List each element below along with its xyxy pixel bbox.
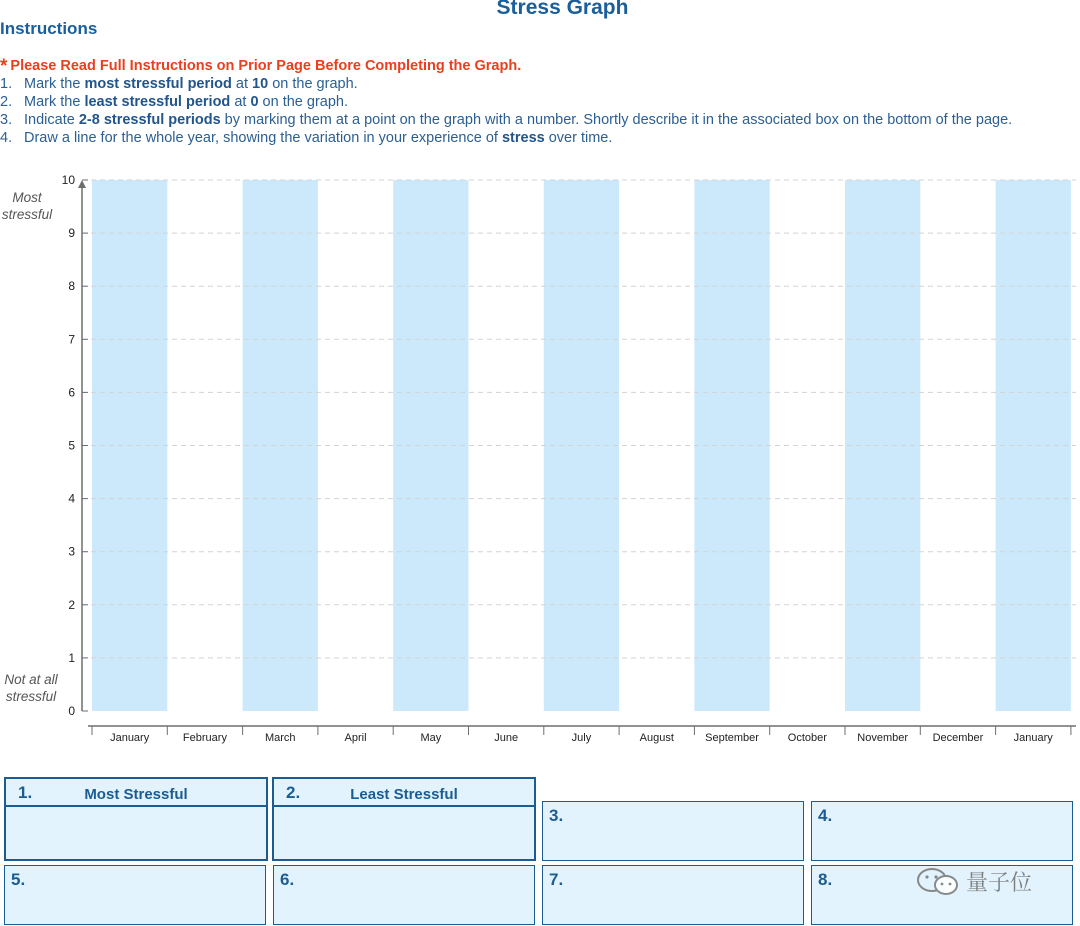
y-bottom-label: Not at all (4, 672, 58, 687)
y-tick-label: 8 (68, 279, 75, 294)
x-tick-label: September (705, 732, 759, 744)
box-number: 3. (549, 806, 564, 825)
x-tick-label: February (182, 732, 227, 744)
y-bottom-label: stressful (5, 689, 57, 704)
y-axis-arrow (78, 180, 86, 188)
y-tick-label: 2 (68, 597, 75, 612)
page-title: Stress Graph (496, 0, 629, 19)
box-caption: Least Stressful (350, 786, 458, 803)
box-number: 6. (280, 870, 295, 889)
x-tick-label: December (932, 732, 984, 744)
x-tick-label: April (344, 732, 367, 744)
warning-text: Please Read Full Instructions on Prior Page Before Completing the Graph. (10, 58, 522, 74)
x-tick-label: March (264, 732, 296, 744)
x-tick-label: November (857, 732, 909, 744)
box-header (6, 779, 266, 807)
y-tick-label: 1 (68, 650, 75, 665)
y-tick-label: 10 (61, 173, 75, 187)
answer-box-2[interactable] (272, 777, 536, 861)
y-top-label: stressful (1, 207, 53, 222)
instruction-step: 2. Mark the least stressful period at 0 on the graph. (0, 94, 349, 110)
y-tick-label: 4 (68, 491, 75, 506)
month-band (393, 180, 468, 711)
x-tick-label: October (787, 732, 827, 744)
x-tick-label: August (639, 732, 674, 744)
x-tick-label: July (571, 732, 592, 744)
watermark-text: 量子位 (966, 870, 1033, 895)
box-header (274, 779, 534, 807)
x-tick-label: June (494, 732, 519, 744)
y-tick-label: 7 (68, 332, 75, 347)
asterisk-icon: * (0, 56, 8, 77)
box-caption: Most Stressful (84, 786, 188, 803)
instructions-heading: Instructions (0, 19, 98, 38)
y-tick-label: 5 (68, 438, 75, 453)
month-band (996, 180, 1071, 711)
y-tick-label: 0 (68, 704, 75, 718)
box-number: 5. (11, 870, 26, 889)
box-number: 8. (818, 870, 833, 889)
box-number: 7. (549, 870, 564, 889)
answer-box-5[interactable] (4, 865, 266, 925)
answer-box-1[interactable] (4, 777, 268, 861)
wechat-icon (916, 867, 960, 897)
answer-box-3[interactable] (542, 801, 804, 861)
y-tick-label: 3 (68, 544, 75, 559)
x-tick-label: May (420, 732, 442, 744)
answer-box-7[interactable] (542, 865, 804, 925)
instruction-steps (0, 75, 1012, 147)
box-number: 4. (818, 806, 833, 825)
instruction-step: 4. Draw a line for the whole year, showing the variation in your experience of stress over time. (0, 130, 613, 146)
answer-box-6[interactable] (273, 865, 535, 925)
answer-box-4[interactable] (811, 801, 1073, 861)
watermark (916, 866, 1032, 897)
box-number: 1. (18, 783, 33, 802)
x-tick-label: January (1013, 732, 1053, 744)
instruction-step: 3. Indicate 2-8 stressful periods by marking them at a point on the graph with a number. Shortly describe it in the associated box on the bottom of the page. (0, 112, 1013, 128)
y-tick-label: 6 (68, 385, 75, 400)
x-tick-label: January (110, 732, 150, 744)
instruction-step: 1. Mark the most stressful period at 10 on the graph. (0, 76, 358, 92)
box-number: 2. (286, 783, 301, 802)
y-top-label: Most (12, 190, 42, 205)
y-tick-label: 9 (68, 226, 75, 241)
stress-graph[interactable] (0, 170, 1080, 750)
